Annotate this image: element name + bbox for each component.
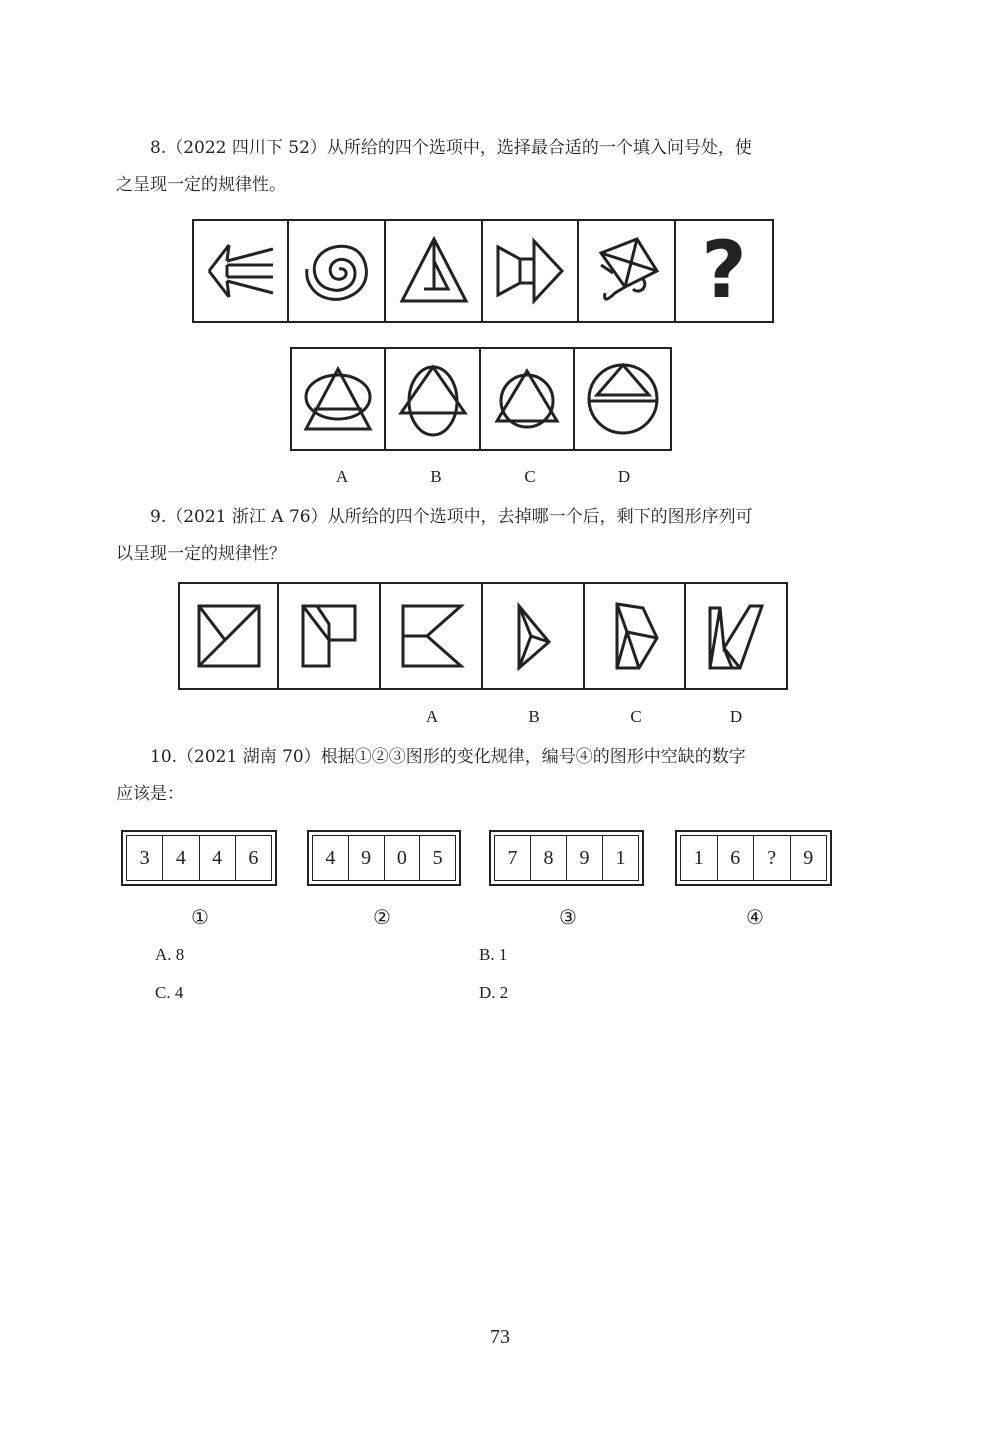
q9-option-b-label: B <box>528 707 540 726</box>
q10-box4-missing-digit: ? <box>754 836 791 880</box>
page-number: 73 <box>490 1326 510 1348</box>
q8-figure-2 <box>289 221 386 321</box>
q9-figure-sequence <box>178 582 788 690</box>
q10-text-line2: 应该是： <box>116 784 184 804</box>
q10-box2-digit: 9 <box>349 836 385 880</box>
q10-box1-digit: 6 <box>248 846 259 869</box>
q10-option-a: A. 8 <box>155 945 185 964</box>
q10-box2-digit: 4 <box>313 836 349 880</box>
q10-box3-digit: 8 <box>531 836 567 880</box>
q10-option-d: D. 2 <box>479 983 509 1002</box>
q10-box1-digit: 3 <box>127 836 163 880</box>
q10-number-box-2 <box>307 830 461 886</box>
q10-box4-label: ④ <box>746 905 764 929</box>
q9-option-c-label: C <box>630 707 642 726</box>
q10-box1-label: ① <box>191 905 209 929</box>
q9-option-d-label: D <box>729 707 743 726</box>
q10-option-b: B. 1 <box>479 945 508 964</box>
q9-figure-4-option-b <box>483 584 585 688</box>
q8-option-a-figure <box>292 349 386 449</box>
q8-option-c-figure <box>481 349 575 449</box>
q9-text-line2: 以呈现一定的规律性？ <box>116 544 286 564</box>
q8-option-d-figure <box>575 349 670 449</box>
q8-option-b-label: B <box>430 467 442 486</box>
q9-text-line1: 9.（2021 浙江 A 76）从所给的四个选项中，去掉哪一个后，剩下的图形序列可 <box>150 507 753 527</box>
q10-option-c: C. 4 <box>155 983 184 1002</box>
q8-question-mark: ? <box>701 226 747 316</box>
q10-box1-digit: 4 <box>200 836 236 880</box>
q8-question-cell <box>676 221 772 321</box>
q8-figure-3 <box>386 221 483 321</box>
q10-box4-digit: 1 <box>681 836 718 880</box>
q8-figure-5 <box>579 221 676 321</box>
q10-box1-digit: 4 <box>163 836 199 880</box>
q10-box4-digit: 9 <box>803 846 814 869</box>
q10-text-line1: 10.（2021 湖南 70）根据①②③图形的变化规律，编号④的图形中空缺的数字 <box>150 747 746 767</box>
q9-figure-6-option-d <box>686 584 786 688</box>
q10-box3-digit: 1 <box>615 846 626 869</box>
q9-figure-3-option-a <box>381 584 483 688</box>
q8-figure-4 <box>483 221 579 321</box>
q10-box3-digit: 7 <box>495 836 531 880</box>
q8-figure-1 <box>194 221 289 321</box>
q10-box4-digit: 6 <box>718 836 755 880</box>
q8-option-b-figure <box>386 349 481 449</box>
q10-box3-digit: 9 <box>567 836 603 880</box>
q8-option-d-label: D <box>617 467 631 486</box>
q10-box2-digit: 0 <box>385 836 421 880</box>
q8-text-line1: 8.（2022 四川下 52）从所给的四个选项中，选择最合适的一个填入问号处，使 <box>150 138 752 158</box>
q10-number-box-1 <box>121 830 277 886</box>
q9-figure-2 <box>279 584 380 688</box>
q8-figure-sequence <box>192 219 774 323</box>
q9-option-a-label: A <box>425 707 439 726</box>
q10-box2-digit: 5 <box>432 846 443 869</box>
q8-option-c-label: C <box>524 467 536 486</box>
q10-number-box-4 <box>675 830 832 886</box>
q9-figure-1 <box>180 584 279 688</box>
q8-option-figures <box>290 347 672 451</box>
q10-box2-label: ② <box>373 905 391 929</box>
q10-box3-label: ③ <box>559 905 577 929</box>
q8-text-line2: 之呈现一定的规律性。 <box>116 175 286 195</box>
q10-number-box-3 <box>489 830 644 886</box>
q9-figure-5-option-c <box>585 584 685 688</box>
q8-option-a-label: A <box>335 467 349 486</box>
